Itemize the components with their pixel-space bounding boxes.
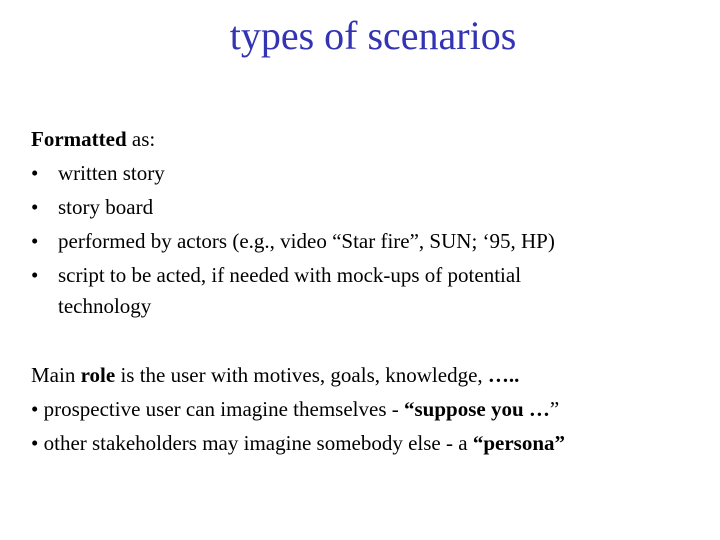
list-item-text: performed by actors (e.g., video “Star fire”, SUN; ‘95, HP) — [58, 229, 555, 253]
list-item — [31, 190, 711, 224]
formatted-label: Formatted — [31, 127, 127, 151]
list-item-text: script to be acted, if needed with mock-ups of potential — [58, 263, 522, 287]
list-item — [31, 224, 711, 258]
bullet-icon: • — [31, 229, 39, 253]
main-role-prefix: Main — [31, 363, 81, 387]
bullet-icon: • — [31, 263, 39, 287]
list-item — [31, 426, 711, 460]
formatted-section — [31, 122, 711, 320]
formatted-label-rest: as: — [126, 127, 156, 151]
list-item-emphasis: “suppose you … — [403, 397, 550, 421]
bullet-icon: • — [31, 195, 39, 219]
list-item-end: ” — [549, 397, 560, 421]
main-role-role: role — [80, 363, 116, 387]
list-item-text: other stakeholders may imagine somebody else - a — [43, 431, 473, 455]
main-role-rest: is the user with motives, goals, knowledge, — [115, 363, 488, 387]
list-item — [31, 258, 711, 320]
list-item — [31, 392, 711, 426]
list-item-continuation: technology — [58, 294, 152, 318]
bullet-icon: • — [31, 431, 39, 455]
slide-title: types of scenarios — [229, 13, 517, 58]
bullet-icon: • — [31, 397, 39, 421]
list-item-emphasis: “persona” — [472, 431, 566, 455]
bullet-icon: • — [31, 161, 39, 185]
main-role-section — [31, 358, 711, 460]
list-item-text: written story — [58, 161, 165, 185]
list-item-text: story board — [58, 195, 154, 219]
formatted-heading — [31, 122, 711, 156]
main-role-ellipsis: ….. — [487, 363, 520, 387]
list-item — [31, 156, 711, 190]
main-role-heading — [31, 358, 711, 392]
list-item-text: prospective user can imagine themselves - — [43, 397, 404, 421]
